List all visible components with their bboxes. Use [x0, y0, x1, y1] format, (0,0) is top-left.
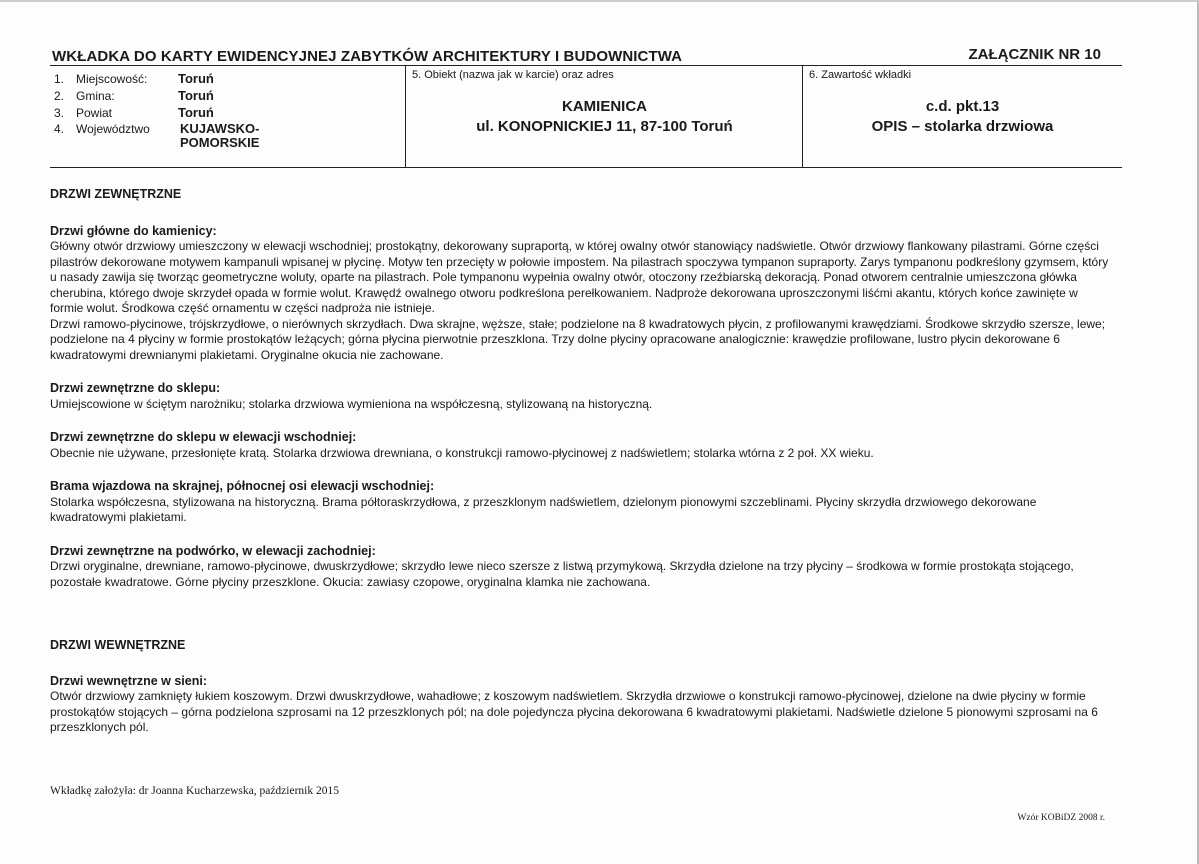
template-note: Wzór KOBiDZ 2008 r.	[1017, 813, 1105, 823]
block-title: Drzwi wewnętrzne w sieni:	[50, 673, 207, 688]
block-title: Drzwi zewnętrzne do sklepu w elewacji wschodniej:	[50, 430, 357, 444]
location-number: 4.	[54, 122, 65, 136]
location-value: Toruń	[178, 105, 214, 120]
section-title: DRZWI ZEWNĘTRZNE	[50, 187, 182, 201]
description-block	[50, 544, 1110, 591]
author-note: Wkładkę założyła: dr Joanna Kucharzewska, październik 2015	[50, 785, 339, 797]
exterior-section	[50, 187, 1110, 608]
header-table	[50, 65, 1122, 168]
location-value: Toruń	[178, 88, 214, 103]
block-title: Drzwi zewnętrzne do sklepu:	[50, 381, 221, 395]
section-title: DRZWI WEWNĘTRZNE	[50, 638, 186, 652]
location-number: 1.	[54, 72, 65, 86]
description-block	[50, 430, 1110, 461]
block-text: Drzwi ramowo-płycinowe, trójskrzydłowe, o nierównych skrzydłach. Dwa skrajne, węższe, stałe; podzielone na 8 kwadratowych płycin, z profilowanymi krawędziami. Środkowe skrzydło szersze, lewe; podzielone na 4 płyciny w formie prostokątów leżących; górna płycina pierwotnie przeszklona. Trzy dolne płyciny opracowane analogicznie: krawędzie profilowane, lustro płycin dekorowane 6 kwadratowymi drewnianymi plakietami. Oryginalne okucia nie zachowane.	[50, 316, 1106, 362]
location-label: Województwo	[76, 122, 150, 136]
document-title: WKŁADKA DO KARTY EWIDENCYJNEJ ZABYTKÓW ARCHITEKTURY I BUDOWNICTWA	[52, 48, 683, 65]
block-text: Obecnie nie używane, przesłonięte kratą. Stolarka drzwiowa drewniana, o konstrukcji ramowo-płycinowej z nadświetlem; stolarka wtórna z 2 poł. XX wieku.	[50, 445, 874, 460]
location-value: KUJAWSKO-POMORSKIE	[180, 121, 260, 150]
description-block	[50, 479, 1110, 526]
contents-line1: c.d. pkt.13	[925, 98, 1000, 115]
object-address: ul. KONOPNICKIEJ 11, 87-100 Toruń	[476, 118, 733, 135]
location-label: Gmina:	[76, 89, 115, 103]
description-block	[50, 674, 1110, 736]
block-title: Drzwi główne do kamienicy:	[50, 223, 217, 238]
location-value: Toruń	[178, 71, 214, 86]
description-block	[50, 381, 1110, 412]
object-column	[405, 66, 803, 167]
block-text: Główny otwór drzwiowy umieszczony w elewacji wschodniej; prostokątny, dekorowany supraportą, w której owalny otwór stanowiący nadświetle. Otwór drzwiowy flankowany pilastrami. Górne części pilastrów dekorowane motywem kampanuli wpisanej w płycinę. Motyw ten przecięty w połowie impostem. Na pilastrach spoczywa tympanon supraporty. Zarys tympanonu podkreślony gzymsem, który u nasady zawija się tworząc geometryczne woluty, oparte na pilastrach. Pole tympanonu wypełnia owalny otwór, otoczony rzeźbiarską dekoracją. Ponad otworem centralnie umieszczona główka cherubina, którego dwoje skrzydeł opada w formie wolut. Krawędź owalnego otworu podkreślona perełkowaniem. Nadproże dekorowana uproszczonymi liśćmi akantu, których końce zawinięte w formie wolut. Środkowa część ornamentu w części nadproża nie istnieje.	[50, 239, 1109, 315]
block-text: Otwór drzwiowy zamknięty łukiem koszowym. Drzwi dwuskrzydłowe, wahadłowe; z koszowym nadświetlem. Skrzydła drzwiowe o konstrukcji ramowo-płycinowej, dzielone na dwie płyciny w formie prostokątów stojących – górna podzielona szprosami na 12 przeszklonych pól; na dole pojedyncza płycina dekorowana 6 kwadratowymi plakietami. Nadświetle dzielone 5 pionowymi szprosami na 6 przeszklonych pól.	[50, 689, 1098, 734]
contents-line2: OPIS – stolarka drzwiowa	[871, 118, 1054, 135]
interior-section	[50, 638, 1110, 754]
location-number: 2.	[54, 89, 65, 103]
location-label: Miejscowość:	[76, 72, 148, 86]
object-name: KAMIENICA	[562, 98, 647, 115]
block-text: Umiejscowione w ściętym narożniku; stolarka drzwiowa wymieniona na współczesną, stylizowaną na historyczną.	[50, 396, 653, 411]
description-block	[50, 224, 1110, 364]
location-label: Powiat	[76, 106, 113, 120]
block-title: Brama wjazdowa na skrajnej, północnej osi elewacji wschodniej:	[50, 479, 435, 493]
block-text: Drzwi oryginalne, drewniane, ramowo-płycinowe, dwuskrzydłowe; skrzydło lewe nieco szersze z listwą przymykową. Skrzydła dzielone na trzy płyciny – środkowa w formie prostokąta stojącego, pozostałe kwadratowe. Górne płyciny przeszklone. Okucia: zawiasy czopowe, oryginalna klamka nie zachowana.	[50, 559, 1074, 589]
location-column	[50, 66, 405, 167]
block-title: Drzwi zewnętrzne na podwórko, w elewacji zachodniej:	[50, 543, 376, 558]
block-text: Stolarka współczesna, stylizowana na historyczną. Brama półtoraskrzydłowa, z przeszklonym nadświetlem, dzielonym pionowymi szczeblinami. Płyciny skrzydła drzwiowego dekorowane kwadratowymi plakietami.	[50, 494, 1037, 524]
contents-column	[802, 66, 1122, 167]
object-caption: 5. Obiekt (nazwa jak w karcie) oraz adres	[412, 69, 614, 81]
location-number: 3.	[54, 106, 65, 120]
contents-main	[803, 97, 1122, 137]
object-main	[406, 97, 803, 137]
contents-caption: 6. Zawartość wkładki	[809, 69, 912, 81]
annex-number: ZAŁĄCZNIK NR 10	[968, 46, 1101, 63]
